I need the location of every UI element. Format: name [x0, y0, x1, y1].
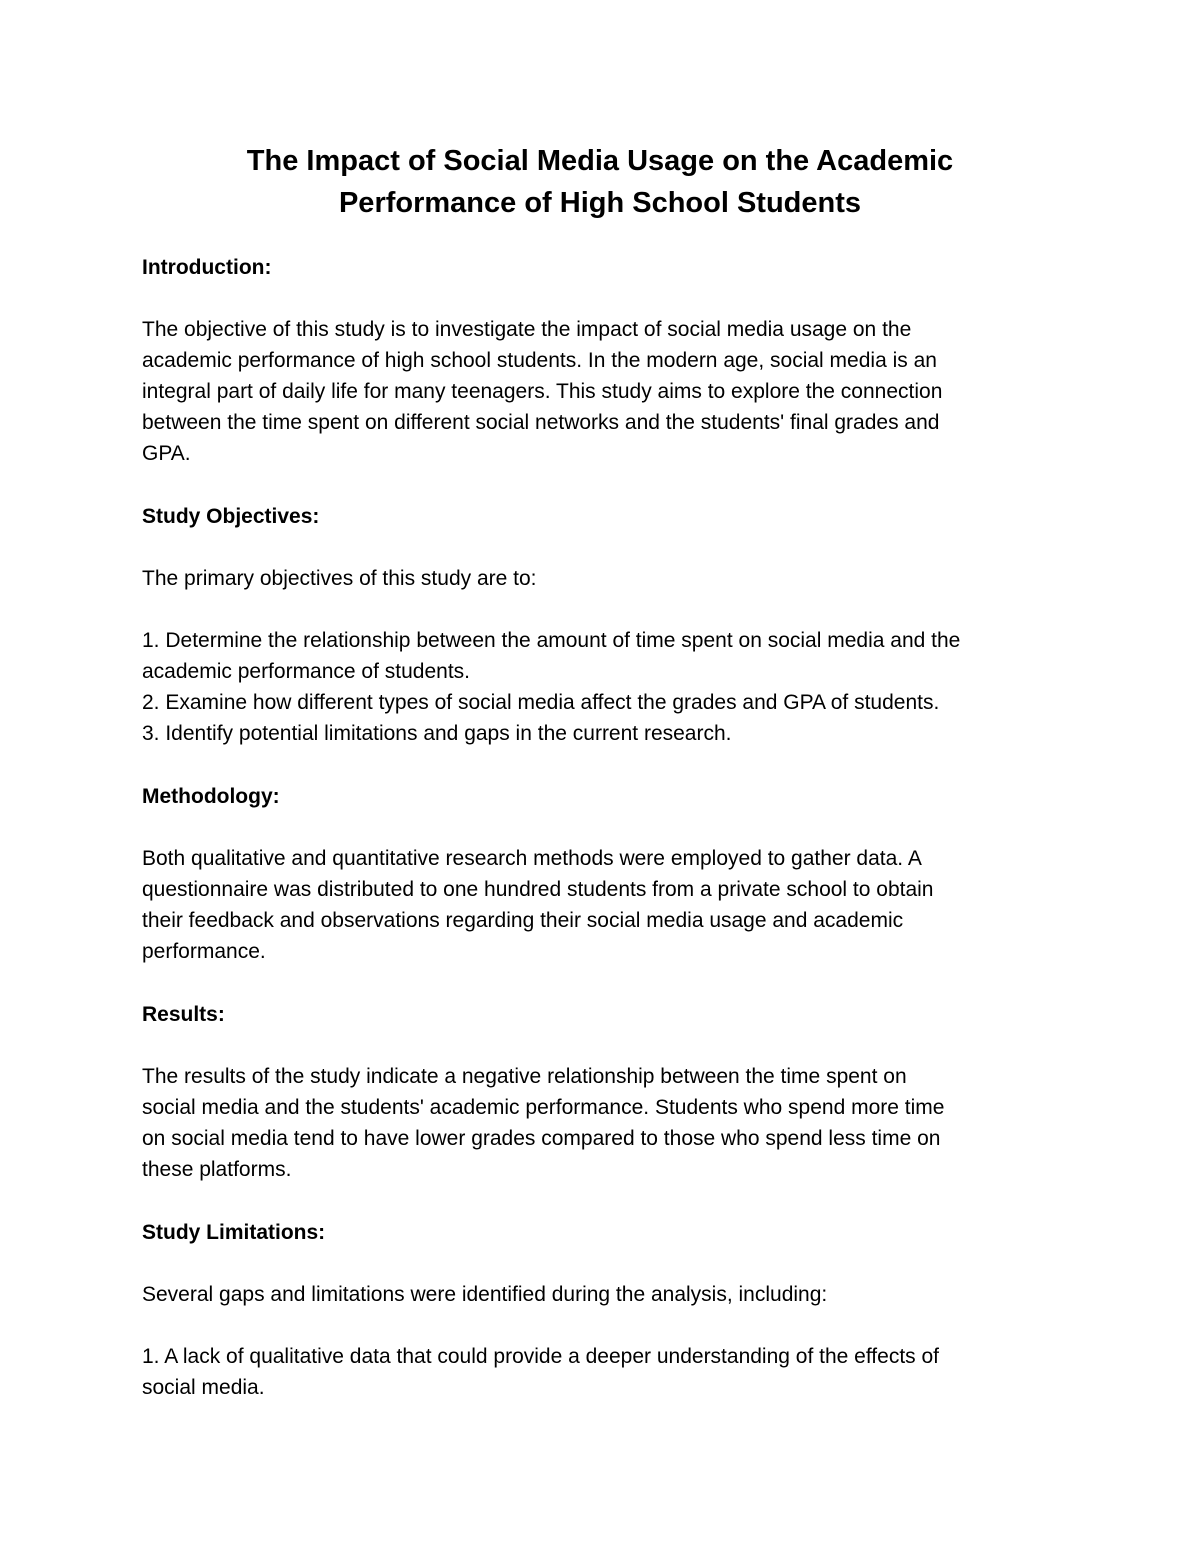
methodology-line: their feedback and observations regarding their social media usage and academic: [142, 909, 904, 932]
objectives-list-item: 2. Examine how different types of social media affect the grades and GPA of students.: [142, 691, 940, 714]
introduction-line: integral part of daily life for many teenagers. This study aims to explore the connection: [142, 380, 943, 403]
limitations-list-item: social media.: [142, 1376, 265, 1399]
results-line: these platforms.: [142, 1158, 292, 1181]
introduction-line: academic performance of high school students. In the modern age, social media is an: [142, 349, 937, 372]
methodology-line: performance.: [142, 940, 266, 963]
results-paragraph: [142, 1061, 1082, 1185]
title-line-2: Performance of High School Students: [338, 187, 862, 219]
limitations-list-item: 1. A lack of qualitative data that could provide a deeper understanding of the effects of: [142, 1345, 939, 1368]
results-heading: Results:: [142, 1003, 225, 1026]
objectives-list: [142, 625, 1082, 749]
methodology-line: Both qualitative and quantitative research methods were employed to gather data. A: [142, 847, 922, 870]
objectives-heading: Study Objectives:: [142, 505, 320, 528]
methodology-heading: Methodology:: [142, 785, 280, 808]
limitations-list: [142, 1341, 1082, 1403]
methodology-paragraph: [142, 843, 1082, 967]
objectives-list-item: 1. Determine the relationship between the amount of time spent on social media and the: [142, 629, 961, 652]
limitations-heading: Study Limitations:: [142, 1221, 326, 1244]
introduction-line: GPA.: [142, 442, 191, 465]
results-line: The results of the study indicate a negative relationship between the time spent on: [142, 1065, 907, 1088]
objectives-list-item: 3. Identify potential limitations and gaps in the current research.: [142, 722, 732, 745]
introduction-heading: Introduction:: [142, 256, 272, 279]
objectives-intro-line: The primary objectives of this study are to:: [142, 567, 537, 590]
document-title: [140, 140, 1060, 224]
objectives-list-item: academic performance of students.: [142, 660, 471, 683]
objectives-intro: [142, 563, 1082, 594]
title-line-1: The Impact of Social Media Usage on the Academic: [246, 145, 954, 177]
introduction-line: The objective of this study is to investigate the impact of social media usage on the: [142, 318, 912, 341]
results-line: on social media tend to have lower grades compared to those who spend less time on: [142, 1127, 941, 1150]
limitations-intro-line: Several gaps and limitations were identified during the analysis, including:: [142, 1283, 828, 1306]
introduction-line: between the time spent on different social networks and the students' final grades and: [142, 411, 940, 434]
limitations-intro: [142, 1279, 1082, 1310]
results-line: social media and the students' academic performance. Students who spend more time: [142, 1096, 945, 1119]
introduction-paragraph: [142, 314, 1082, 469]
methodology-line: questionnaire was distributed to one hundred students from a private school to obtain: [142, 878, 934, 901]
